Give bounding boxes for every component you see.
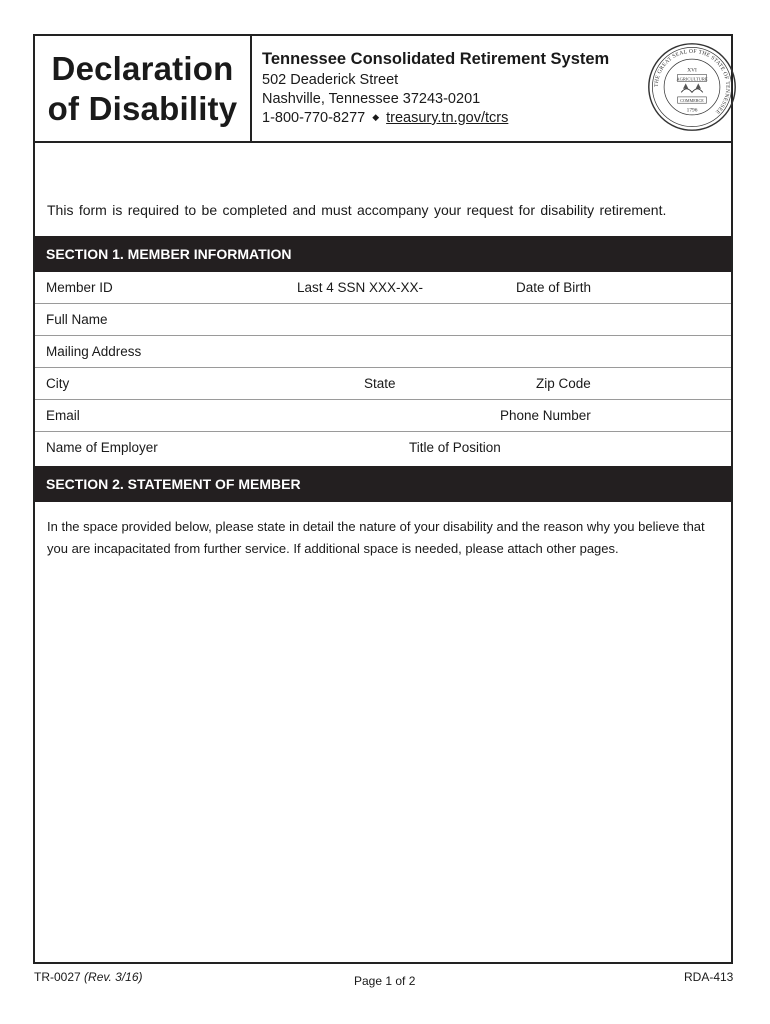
section-1-header: SECTION 1. MEMBER INFORMATION: [35, 236, 731, 272]
label-full-name: Full Name: [46, 312, 108, 327]
section-2-header: SECTION 2. STATEMENT OF MEMBER: [35, 466, 731, 502]
contact-line: [262, 109, 609, 129]
form-header: [35, 36, 731, 143]
website-link[interactable]: treasury.tn.gov/tcrs: [386, 110, 509, 126]
title-line-2: of Disability: [47, 89, 238, 127]
label-employer: Name of Employer: [46, 440, 158, 455]
disability-form: [33, 34, 733, 964]
label-mailing-address: Mailing Address: [46, 344, 142, 359]
organization-info: [262, 50, 609, 129]
row-member-id: [35, 272, 731, 304]
form-title: [35, 36, 252, 141]
organization-name: Tennessee Consolidated Retirement System: [262, 50, 610, 68]
seal-commerce: COMMERCE: [680, 97, 704, 103]
title-line-1: Declaration: [51, 49, 234, 87]
label-date-of-birth: Date of Birth: [516, 280, 592, 295]
label-zip: Zip Code: [536, 376, 591, 391]
row-full-name: [35, 304, 731, 336]
seal-roman: XVI: [687, 67, 697, 74]
footer-code: RDA-413: [684, 970, 734, 984]
seal-agriculture: AGRICULTURE: [676, 76, 708, 82]
label-position: Title of Position: [409, 440, 501, 455]
form-code: TR-0027: [34, 970, 81, 984]
row-city: [35, 368, 731, 400]
address-city: Nashville, Tennessee 37243-0201: [262, 91, 481, 107]
form-number: [34, 970, 143, 984]
phone-number: 1-800-770-8277: [262, 110, 366, 126]
address-street: 502 Deaderick Street: [262, 72, 399, 88]
label-phone-number: Phone Number: [500, 408, 591, 423]
page-number: Page 1 of 2: [354, 974, 416, 988]
label-state: State: [364, 376, 396, 391]
state-seal-icon: [647, 42, 737, 132]
form-revision: (Rev. 3/16): [84, 970, 143, 984]
label-ssn: Last 4 SSN XXX-XX-: [297, 280, 424, 295]
seal-year: 1796: [686, 107, 698, 114]
intro-text: This form is required to be completed and must accompany your request for disability retirement.: [47, 202, 667, 218]
label-member-id: Member ID: [46, 280, 113, 295]
seal-ring-text: THE GREAT SEAL OF THE STATE OF TENNESSEE: [653, 48, 731, 115]
label-email: Email: [46, 408, 80, 423]
row-mailing-address: [35, 336, 731, 368]
label-city: City: [46, 376, 70, 391]
svg-text:THE GREAT SEAL OF THE STATE OF: [654, 49, 730, 115]
row-email: [35, 400, 731, 432]
row-employer: [35, 432, 731, 464]
diamond-icon: ◆: [372, 112, 380, 122]
statement-instructions: In the space provided below, please state in detail the nature of your disability and the reason why you believe that you are incapacitated from further service. If additional space is needed, please attach other pages.: [47, 519, 705, 556]
